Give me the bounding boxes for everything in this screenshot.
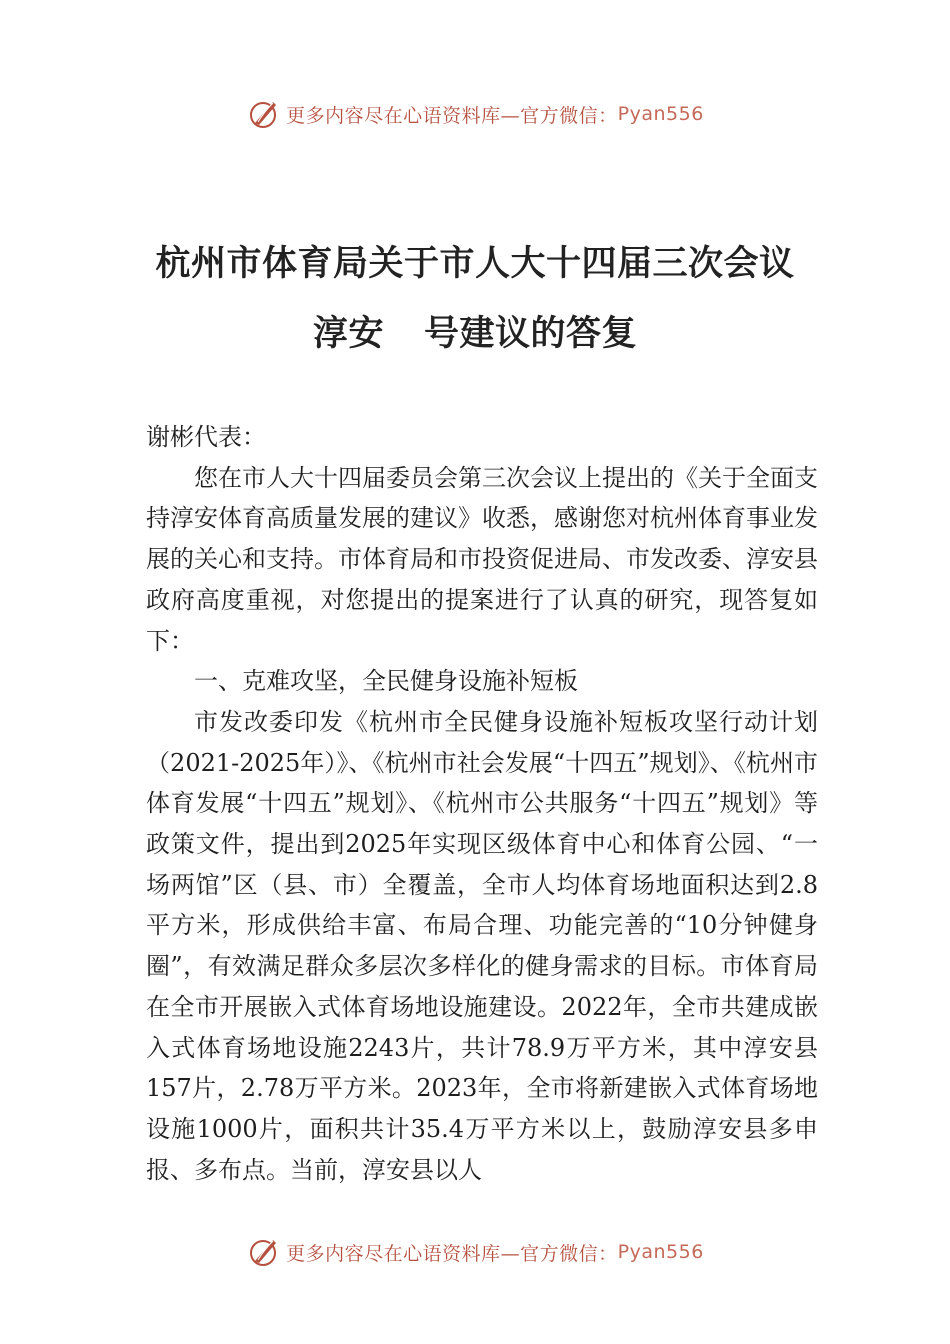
section-heading-1: 一、克难攻坚，全民健身设施补短板 [194,667,578,696]
paragraph-section-1: 市发改委印发《杭州市全民健身设施补短板攻坚行动计划（2021-2025年）》、《杭州市社会发展“十四五”规划》、《杭州市体育发展“十四五”规划》、《杭州市公共服务“十四五”规划》等政策文件，提出到2025年实现区级体育中心和体育公园、“一场两馆”区（县、市）全覆盖，全市人均体育场地面积达到2.8平方米，形成供给丰富、布局合理、功能完善的“10分钟健身圈”，有效满足群众多层次多样化的健身需求的目标。市体育局在全市开展嵌入式体育场地设施建设。2022年，全市共建成嵌入式体育场地设施2243片，共计78.9万平方米，其中淳安县157片，2.78万平方米。2023年，全市将新建嵌入式体育场地设施1000片，面积共计35.4万平方米以上，鼓励淳安县多申报、多布点。当前，淳安县以人 [146,707,818,1184]
quill-logo-icon [246,1234,282,1270]
watermark-footer [0,1234,950,1270]
document-title-line-1: 杭州市体育局关于市人大十四届三次会议 [155,243,795,284]
salutation: 谢彬代表： [146,423,266,451]
paragraph-intro: 您在市人大十四届委员会第三次会议上提出的《关于全面支持淳安体育高质量发展的建议》收悉，感谢您对杭州体育事业发展的关心和支持。市体育局和市投资促进局、市发改委、淳安县政府高度重视，对您提出的提案进行了认真的研究，现答复如下： [146,463,818,655]
watermark-text: 更多内容尽在心语资料库—官方微信： [286,104,618,127]
document-title-line-2 [0,306,950,356]
watermark-header [0,96,950,132]
watermark-wechat-id: Pyan556 [617,1241,704,1263]
quill-logo-icon [246,96,282,132]
watermark-wechat-id: Pyan556 [617,103,704,125]
title-county: 淳安 [312,313,384,354]
document-body [146,417,818,1190]
title-suffix: 号建议的答复 [424,313,638,354]
watermark-text: 更多内容尽在心语资料库—官方微信： [286,1242,618,1265]
